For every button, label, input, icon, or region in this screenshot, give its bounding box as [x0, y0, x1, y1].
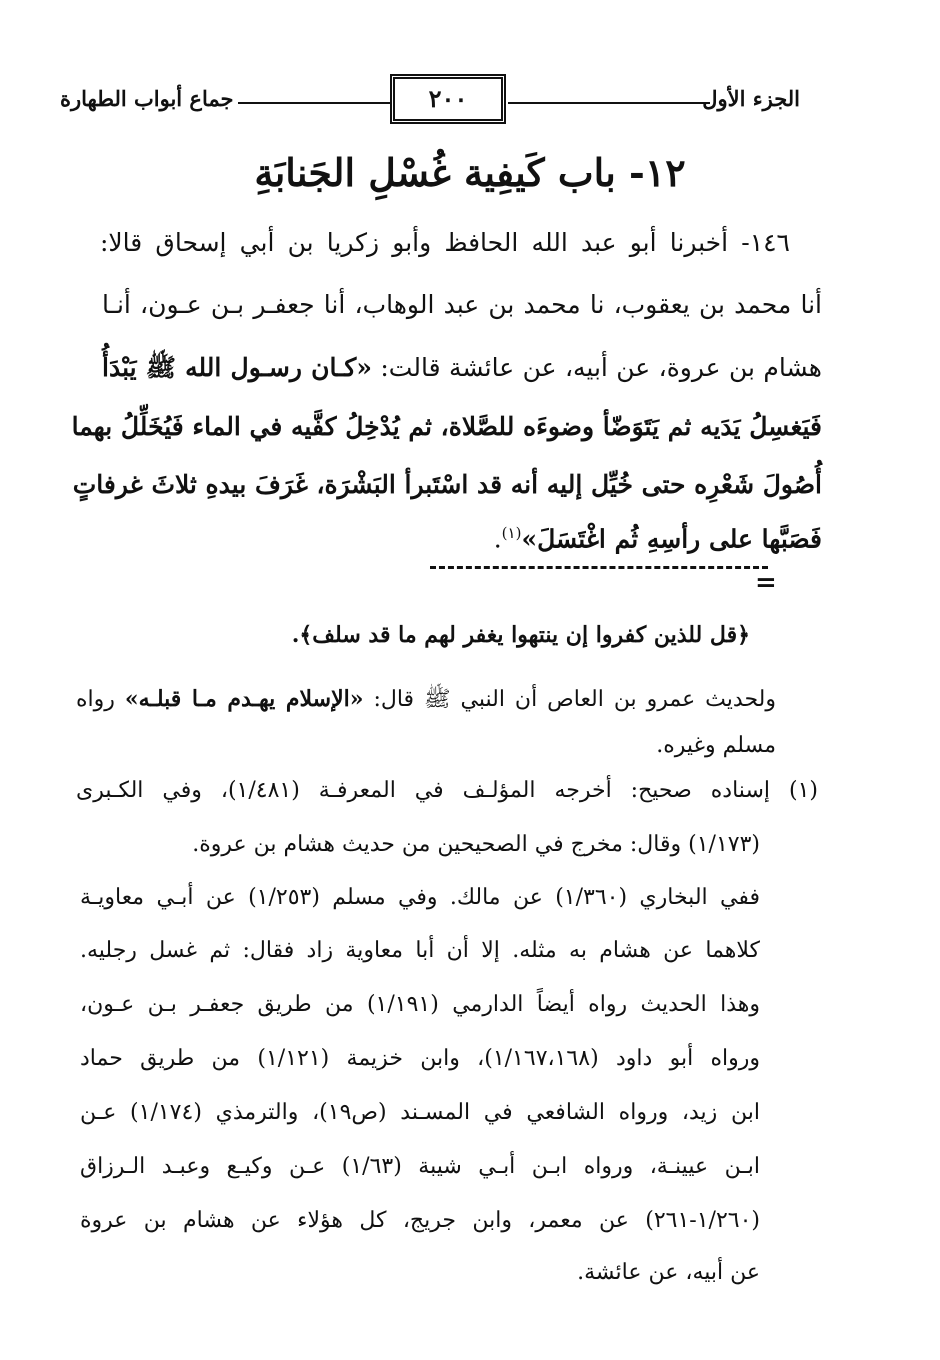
footnote-1-line-1: (١) إسناده صحيح: أخرجه المؤلـف في المعرفـة (١/٤٨١)، وفي الكـبرى: [76, 778, 818, 803]
body-line-3-plain: هشام بن عروة، عن أبيه، عن عائشة قالت:: [371, 353, 822, 382]
footnote-1-line-7: ابن زيد، ورواه الشافعي في المسـند (ص١٩)، والترمذي (١/١٧٤) عـن: [80, 1100, 760, 1125]
footnote-amr-line-2: مسلم وغيره.: [656, 733, 776, 758]
running-header: [60, 74, 800, 130]
amr-rawah: رواه: [76, 687, 125, 712]
body-line-3: [102, 352, 822, 389]
page-number-box: [390, 74, 506, 124]
footnote-1-line-8: ابـن عيينـة، ورواه ابـن أبـي شيبة (١/٦٣) عـن وكيـع وعبـد الـرزاق: [80, 1154, 760, 1179]
amr-text: ولحديث عمرو بن العاص أن النبي ﷺ قال:: [363, 687, 776, 712]
chapter-title: ١٢- باب كَيفِية غُسْلِ الجَنابَةِ: [254, 150, 686, 195]
footnote-amr-line-1: [76, 685, 776, 717]
page-number: ٢٠٠: [428, 84, 468, 113]
header-volume: الجزء الأول: [702, 86, 800, 111]
hadith-line-5: أُصُولَ شَعْرِه حتى خُيِّل إليه أنه قد اسْتَبرأ البَشْرَة، غَرَفَ بيدهِ ثلاثَ غرفاتٍ: [72, 470, 822, 499]
footnote-1-line-3: ففي البخاري (١/٣٦٠) عن مالك. وفي مسلم (١/٢٥٣) عن أبـي معاويـة: [80, 885, 760, 910]
footnote-separator: [430, 566, 768, 569]
amr-hadith: «الإسلام يهـدم مـا قبلـه»: [124, 686, 364, 712]
footnote-1-line-4: كلاهما عن هشام به مثله. إلا أن أبا معاوية زاد فقال: ثم غسل رجليه.: [80, 938, 760, 963]
footnote-1-line-5: وهذا الحديث رواه أيضاً الدارمي (١/١٩١) من طريق جعفـر بـن عـون،: [80, 992, 760, 1017]
footnote-1-line-10: عن أبيه، عن عائشة.: [577, 1260, 760, 1285]
footnote-ref: (١): [501, 524, 522, 542]
hadith-line-4: فَيَغسِلُ يَدَيه ثم يَتَوَضّأ وضوءَه للصَّلاة، ثم يُدْخِلُ كفَّيه في الماء فَيُخَلِّلُ بهما: [71, 412, 822, 441]
hadith-period: .: [493, 524, 502, 554]
footnote-verse: ﴿قل للذين كفروا إن ينتهوا يغفر لهم ما قد سلف﴾.: [291, 622, 750, 648]
hadith-line-6: [102, 524, 822, 553]
body-line-1: ١٤٦- أخبرنا أبو عبد الله الحافظ وأبو زكريا بن أبي إسحاق قالا:: [100, 228, 790, 257]
footnote-1-line-6: ورواه أبو داود (١/١٦٧،١٦٨)، وابن خزيمة (١/١٢١) من طريق حماد: [80, 1046, 760, 1071]
footnote-1-line-9: (١/٢٦٠-٢٦١) عن معمر، وابن جريج، كل هؤلاء عن هشام بن عروة: [80, 1208, 760, 1233]
separator-mark: =: [755, 568, 777, 598]
header-rule-right: [508, 102, 710, 104]
body-line-2: أنا محمد بن يعقوب، نا محمد بن عبد الوهاب، أنا جعفـر بـن عـون، أنـا: [102, 290, 822, 319]
header-rule-left: [238, 102, 390, 104]
footnote-1-line-2: (١/١٧٣) وقال: مخرج في الصحيحين من حديث هشام بن عروة.: [192, 832, 760, 857]
hadith-start: «كـان رسـول الله ﷺ يَبْدَأُ: [102, 353, 372, 382]
header-section-title: جماع أبواب الطهارة: [60, 86, 234, 111]
hadith-end: فَصَبَّها على رأسِهِ ثُم اغْتَسَلَ»: [521, 524, 822, 554]
